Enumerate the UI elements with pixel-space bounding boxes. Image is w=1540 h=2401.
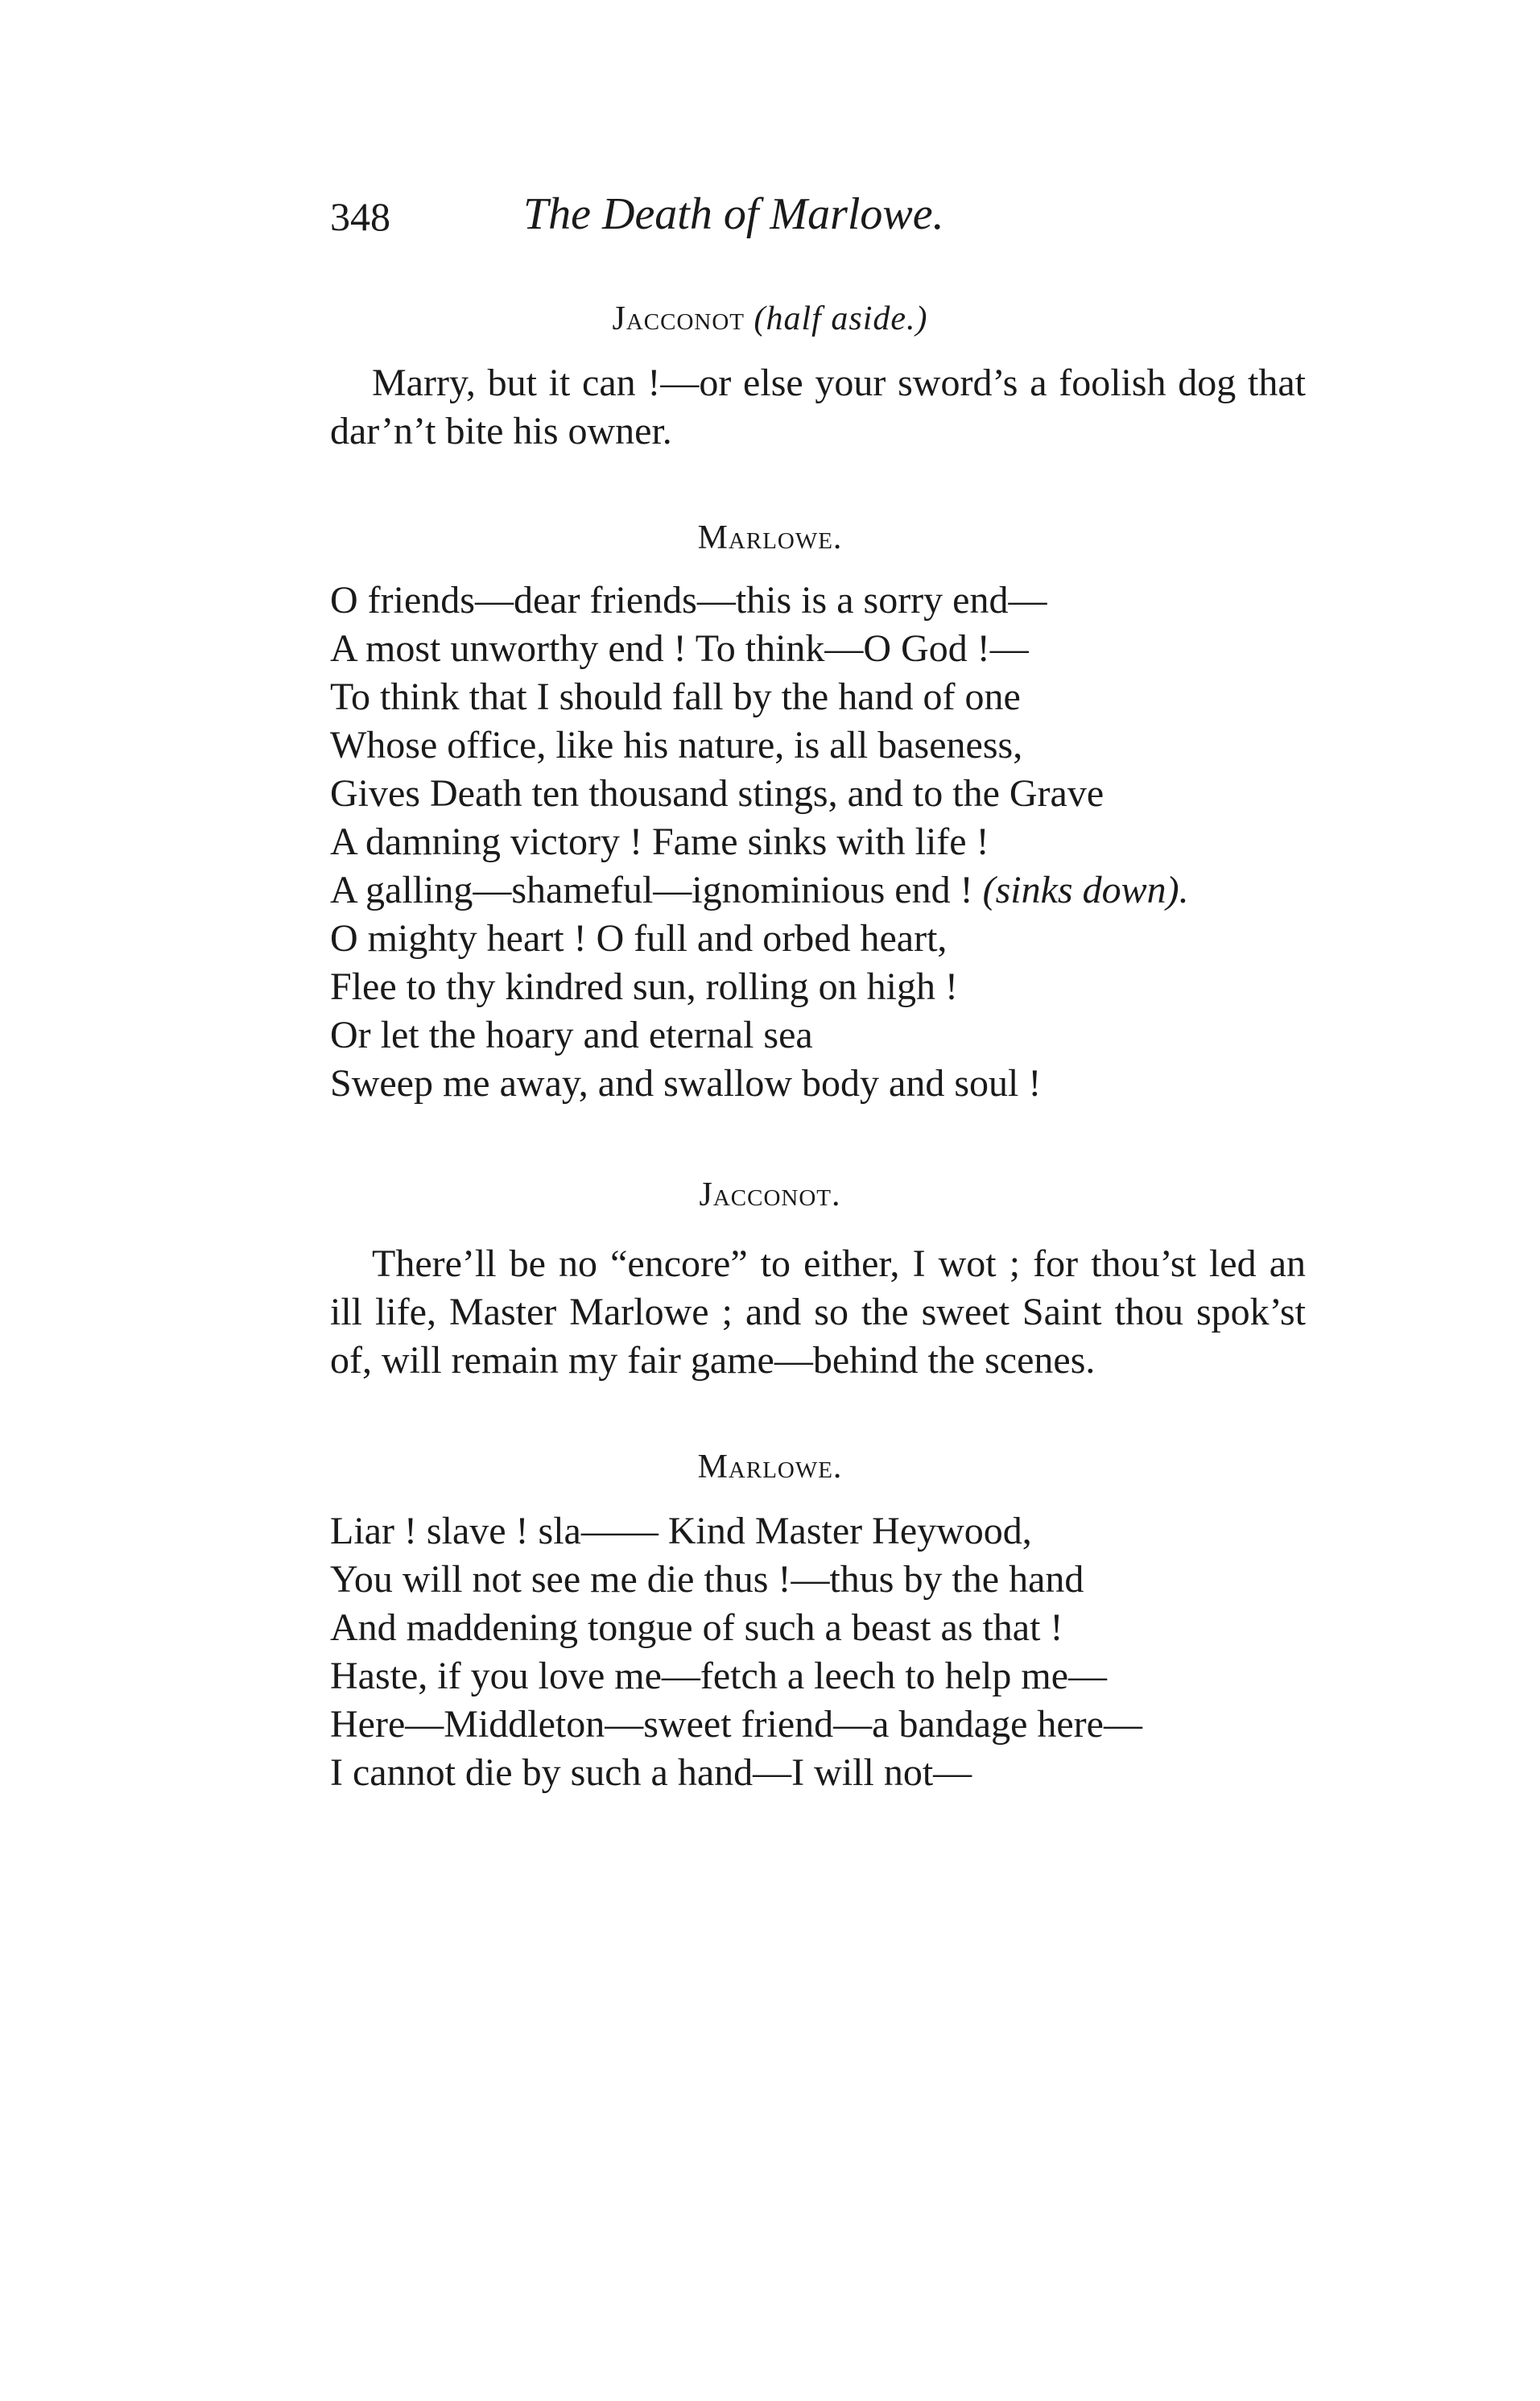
verse-line: Gives Death ten thousand stings, and to the Grave [330, 772, 1104, 815]
stage-direction: (sinks down). [982, 869, 1189, 911]
speech-prose [330, 359, 1306, 456]
speech-verse [330, 576, 1377, 1108]
speaker-heading-marlowe [0, 519, 1540, 557]
speech-text: There’ll be no “encore” to either, I wot ; for thou’st led an ill life, Master Marlowe ; and so the sweet Saint thou spok’st of, will remain my fair game—behind the scenes. [330, 1242, 1306, 1382]
verse-line: Liar ! slave ! sla—— Kind Master Heywood, [330, 1510, 1032, 1552]
speaker-name: Jacconot [612, 300, 745, 337]
verse-line: A damning victory ! Fame sinks with life ! [330, 820, 989, 863]
speaker-name: Marlowe. [697, 519, 843, 556]
speaker-name: Jacconot. [699, 1176, 841, 1213]
verse-line: Whose office, like his nature, is all baseness, [330, 724, 1023, 767]
verse-line: Sweep me away, and swallow body and soul ! [330, 1062, 1042, 1105]
speech-text: Marry, but it can !—or else your sword’s a foolish dog that dar’n’t bite his owner. [330, 362, 1306, 453]
verse-line [330, 866, 1377, 915]
speech-verse [330, 1507, 1377, 1797]
speaker-heading-marlowe [0, 1448, 1540, 1486]
verse-line: And maddening tongue of such a beast as that ! [330, 1606, 1063, 1649]
verse-line: Haste, if you love me—fetch a leech to help me— [330, 1655, 1107, 1697]
speech-prose [330, 1240, 1306, 1385]
speaker-heading-jacconot [0, 1176, 1540, 1214]
verse-line: Or let the hoary and eternal sea [330, 1014, 813, 1056]
verse-line: A most unworthy end ! To think—O God !— [330, 627, 1029, 670]
verse-line: Flee to thy kindred sun, rolling on high ! [330, 965, 958, 1008]
speaker-heading-jacconot [0, 300, 1540, 338]
verse-line: O mighty heart ! O full and orbed heart, [330, 917, 948, 960]
page-header [330, 189, 1328, 258]
speaker-name: Marlowe. [697, 1448, 843, 1486]
verse-line: Here—Middleton—sweet friend—a bandage here— [330, 1703, 1142, 1746]
page-number: 348 [330, 194, 390, 239]
running-title: The Death of Marlowe. [523, 189, 944, 239]
stage-direction: (half aside.) [753, 300, 928, 337]
verse-line: O friends—dear friends—this is a sorry end— [330, 579, 1047, 622]
verse-line: I cannot die by such a hand—I will not— [330, 1751, 972, 1794]
verse-line: To think that I should fall by the hand of one [330, 676, 1021, 718]
verse-line-text: A galling—shameful—ignominious end ! [330, 869, 983, 911]
verse-line: You will not see me die thus !—thus by the hand [330, 1558, 1084, 1601]
